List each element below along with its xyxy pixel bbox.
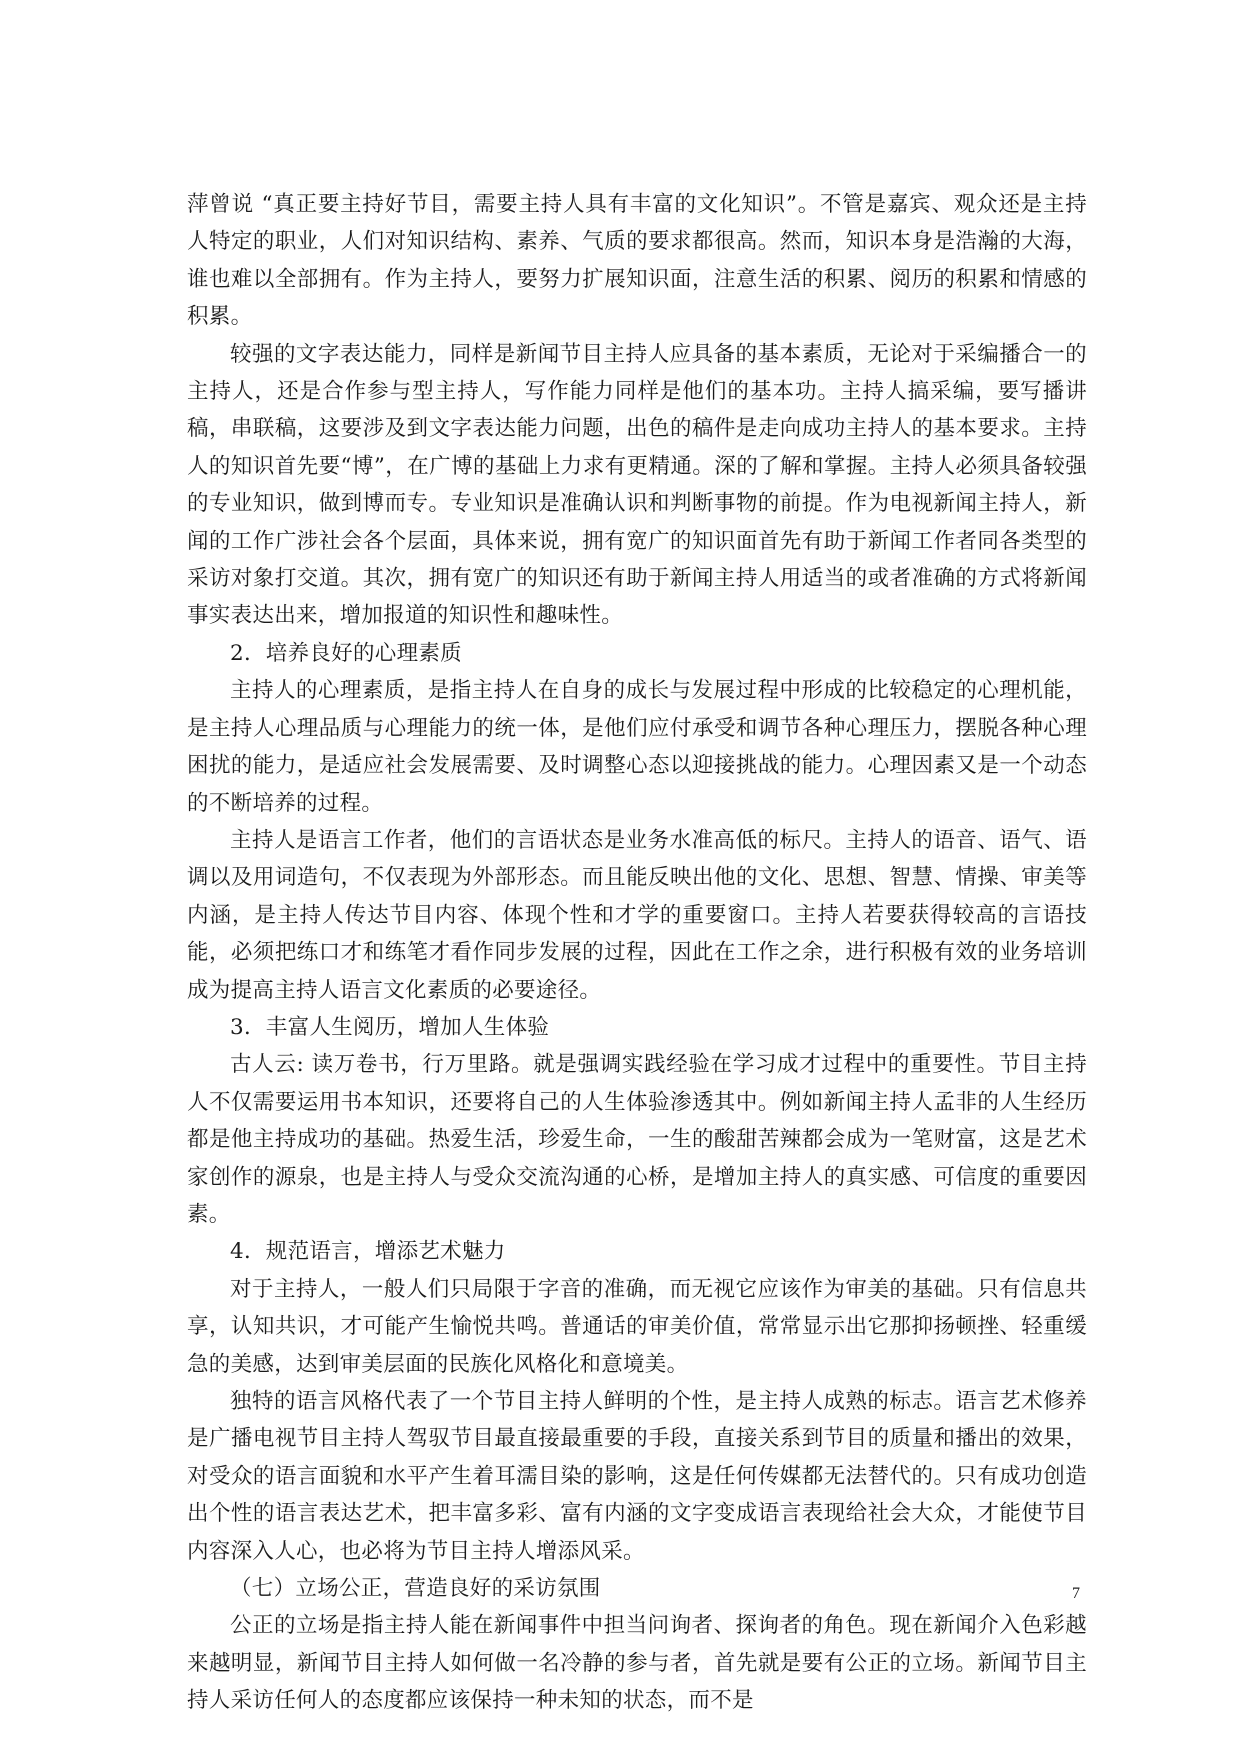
paragraph-3: 主持人的心理素质，是指主持人在自身的成长与发展过程中形成的比较稳定的心理机能，是主持人心理品质与心理能力的统一体，是他们应付承受和调节各种心理压力，摆脱各种心理困扰的能力，是适应社会发展需要、及时调整心态以迎接挑战的能力。心理因素又是一个动态的不断培养的过程。 <box>187 678 1087 816</box>
paragraph-6: 对于主持人，一般人们只局限于字音的准确，而无视它应该作为审美的基础。只有信息共享，认知共识，才可能产生愉悦共鸣。普通话的审美价值，常常显示出它那抑扬顿挫、轻重缓急的美感，达到审美层面的民族化风格化和意境美。 <box>187 1276 1087 1377</box>
page-number: 7 <box>1072 1585 1080 1602</box>
section-heading-7: （七）立场公正，营造良好的采访氛围 <box>230 1576 601 1602</box>
document-body <box>187 186 1087 1720</box>
paragraph-4: 主持人是语言工作者，他们的言语状态是业务水准高低的标尺。主持人的语音、语气、语调以及用词造句，不仅表现为外部形态。而且能反映出他的文化、思想、智慧、情操、审美等内涵，是主持人传达节目内容、体现个性和才学的重要窗口。主持人若要获得较高的言语技能，必须把练口才和练笔才看作同步发展的过程，因此在工作之余，进行积极有效的业务培训成为提高主持人语言文化素质的必要途径。 <box>187 827 1087 1003</box>
section-heading-2: 2．培养良好的心理素质 <box>230 640 462 666</box>
section-heading-3: 3．丰富人生阅历，增加人生体验 <box>230 1014 550 1040</box>
paragraph-2: 较强的文字表达能力，同样是新闻节目主持人应具备的基本素质，无论对于采编播合一的主持人，还是合作参与型主持人，写作能力同样是他们的基本功。主持人搞采编，要写播讲稿，串联稿，这要涉及到文字表达能力问题，出色的稿件是走向成功主持人的基本要求。主持人的知识首先要“博”，在广博的基础上力求有更精通。深的了解和掌握。主持人必须具备较强的专业知识，做到博而专。专业知识是准确认识和判断事物的前提。作为电视新闻主持人，新闻的工作广涉社会各个层面，具体来说，拥有宽广的知识面首先有助于新闻工作者同各类型的采访对象打交道。其次，拥有宽广的知识还有助于新闻主持人用适当的或者准确的方式将新闻事实表达出来，增加报道的知识性和趣味性。 <box>187 341 1087 629</box>
section-heading-4: 4．规范语言，增添艺术魅力 <box>230 1239 506 1265</box>
paragraph-5: 古人云: 读万卷书，行万里路。就是强调实践经验在学习成才过程中的重要性。节目主持人不仅需要运用书本知识，还要将自己的人生体验渗透其中。例如新闻主持人孟非的人生经历都是他主持成功的基础。热爱生活，珍爱生命，一生的酸甜苦辣都会成为一笔财富，这是艺术家创作的源泉，也是主持人与受众交流沟通的心桥，是增加主持人的真实感、可信度的重要因素。 <box>187 1052 1087 1227</box>
paragraph-7: 独特的语言风格代表了一个节目主持人鲜明的个性，是主持人成熟的标志。语言艺术修养是广播电视节目主持人驾驭节目最直接最重要的手段，直接关系到节目的质量和播出的效果，对受众的语言面貌和水平产生着耳濡目染的影响，这是任何传媒都无法替代的。只有成功创造出个性的语言表达艺术，把丰富多彩、富有内涵的文字变成语言表现给社会大众，才能使节目内容深入人心，也必将为节目主持人增添风采。 <box>187 1389 1087 1564</box>
paragraph-8: 公正的立场是指主持人能在新闻事件中担当问询者、探询者的角色。现在新闻介入色彩越来越明显，新闻节目主持人如何做一名冷静的参与者，首先就是要有公正的立场。新闻节目主持人采访任何人的态度都应该保持一种未知的状态，而不是 <box>187 1613 1087 1714</box>
paragraph-1: 萍曾说 “真正要主持好节目，需要主持人具有丰富的文化知识”。不管是嘉宾、观众还是主持人特定的职业，人们对知识结构、素养、气质的要求都很高。然而，知识本身是浩瀚的大海，谁也难以全部拥有。作为主持人，要努力扩展知识面，注意生活的积累、阅历的积累和情感的积累。 <box>187 192 1087 330</box>
